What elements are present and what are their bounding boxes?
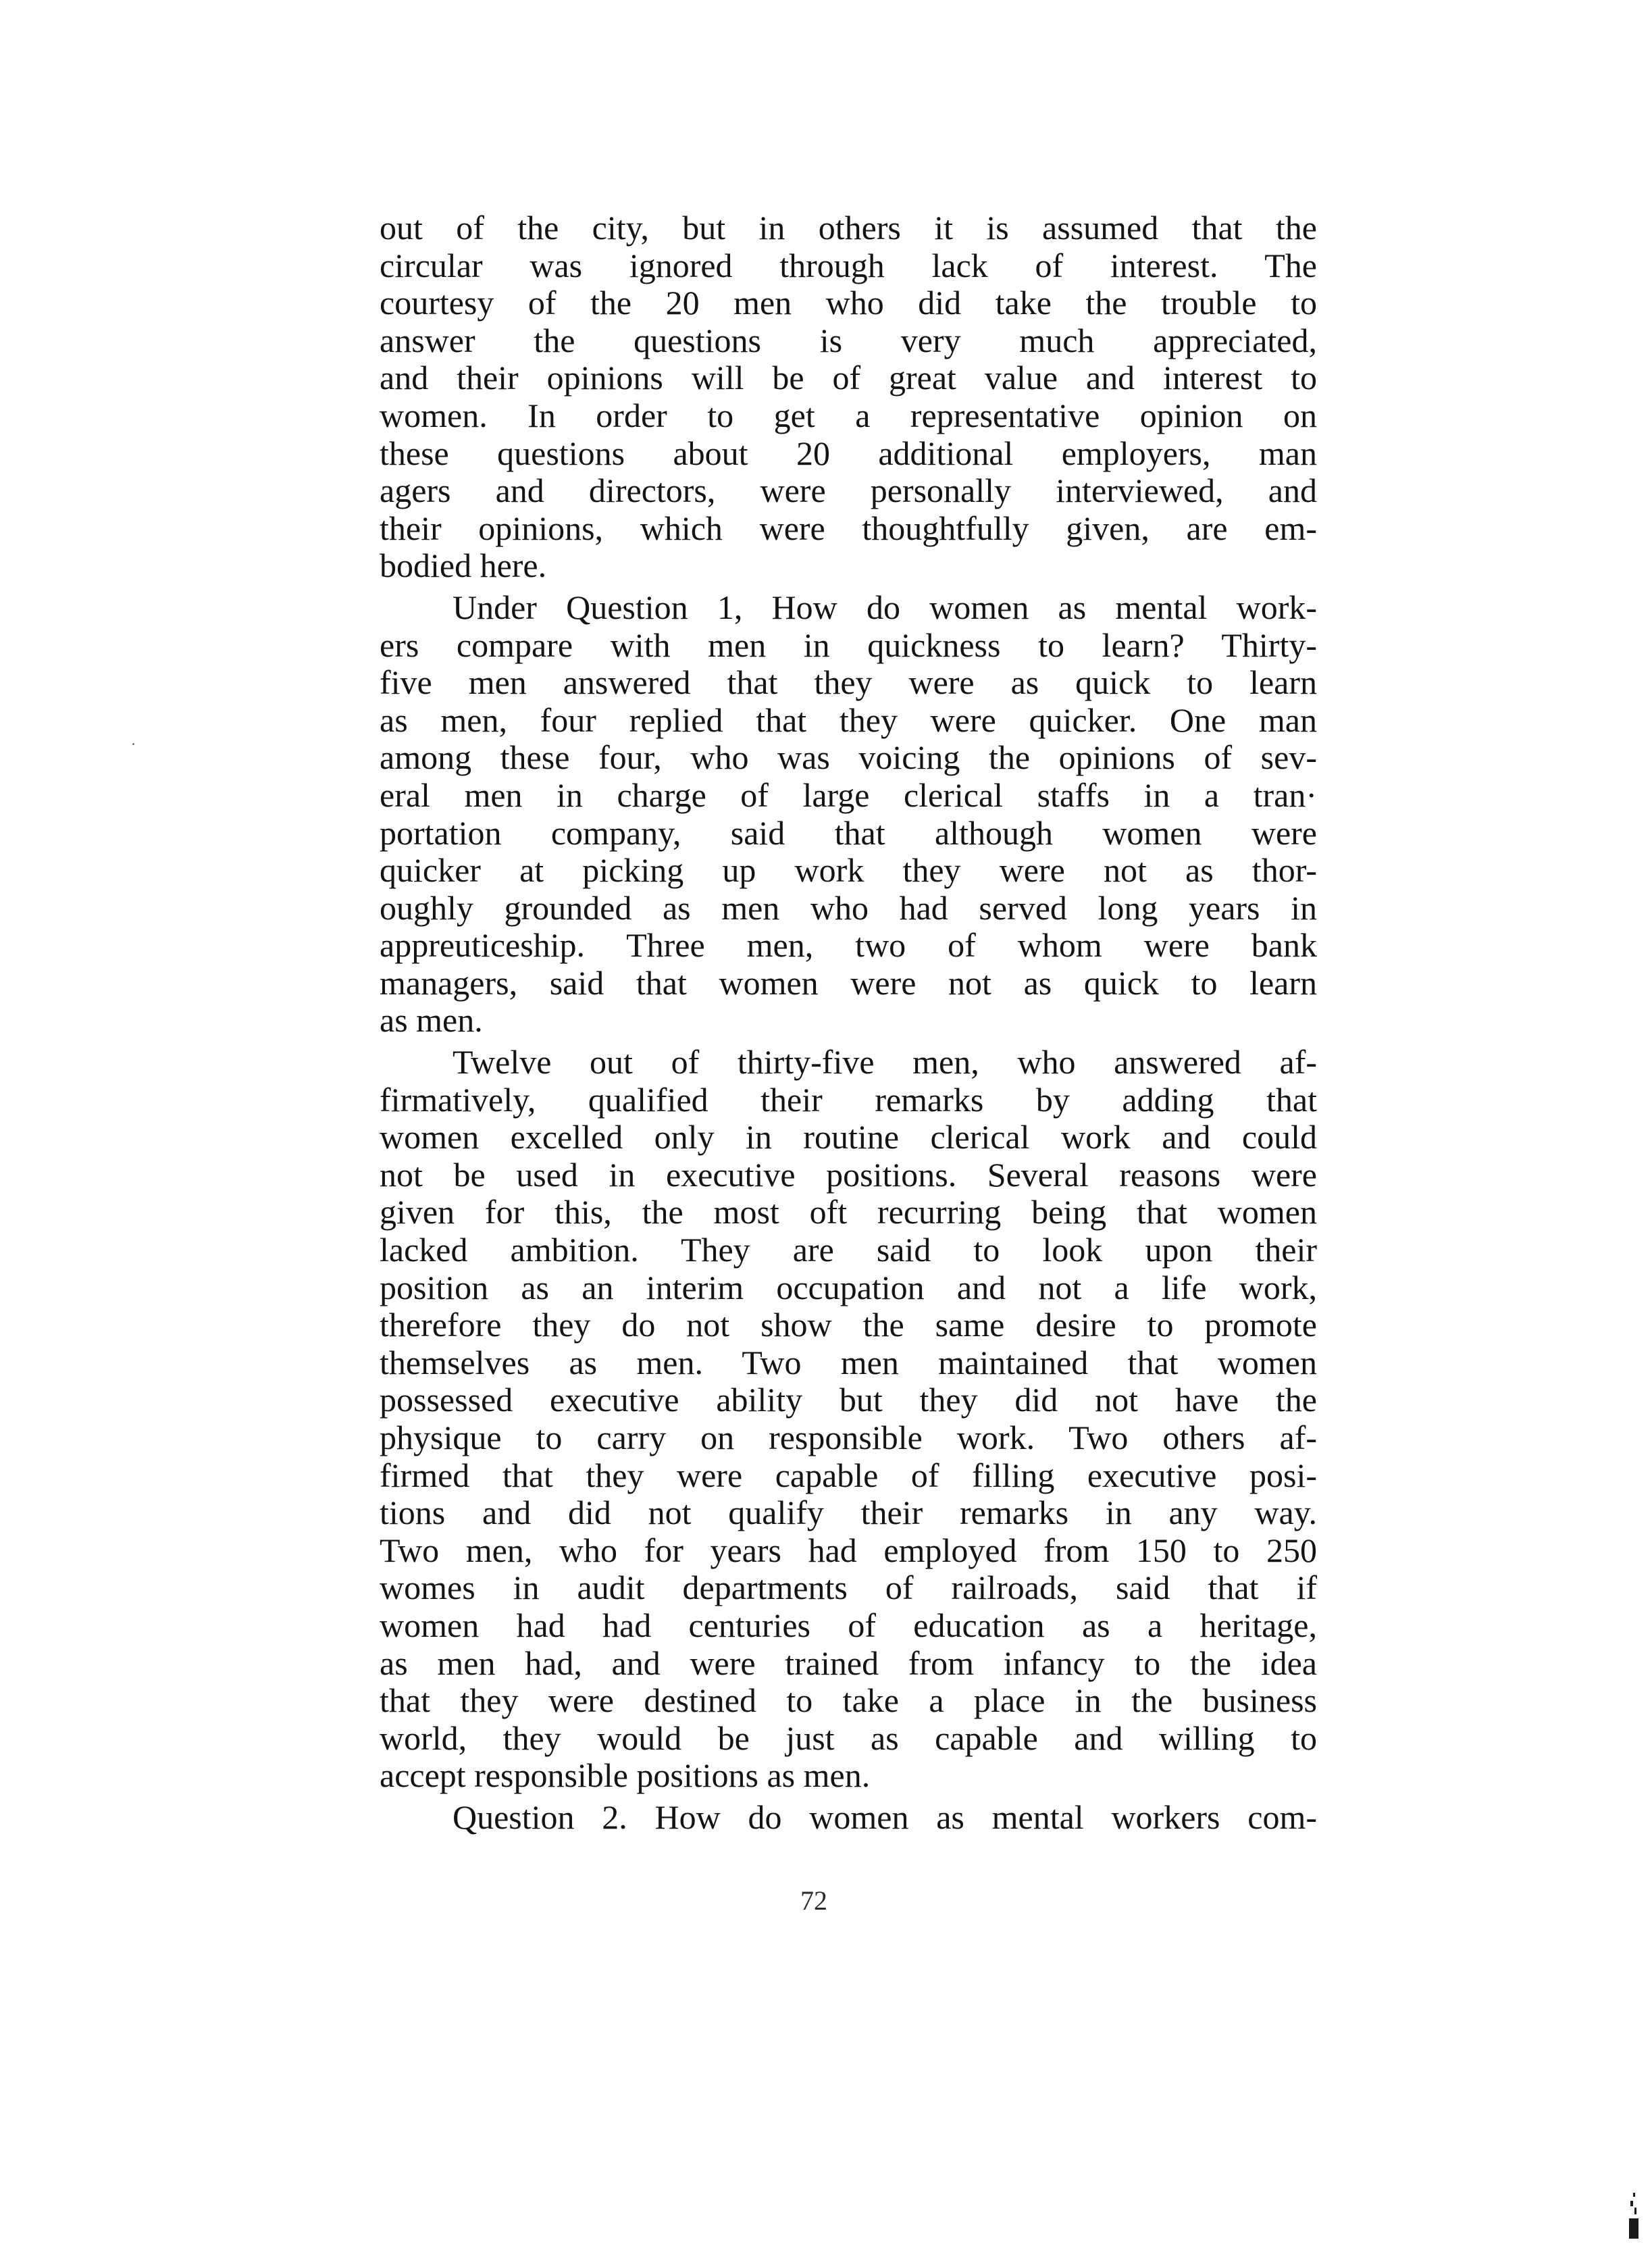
text-line: Twelve out of thirty-five men, who answered af- [453,1044,1317,1081]
body-text [380,209,1317,1837]
scan-artifact-icon [1628,2189,1641,2243]
text-line: position as an interim occupation and not a life work, [380,1269,1317,1306]
text-line: lacked ambition. They are said to look upon their [380,1231,1317,1269]
text-line: agers and directors, were personally interviewed, and [380,472,1317,510]
text-line: oughly grounded as men who had served long years in [380,889,1317,927]
text-line: accept responsible positions as men. [380,1757,871,1795]
text-line: as men. [380,1002,483,1040]
text-line: ers compare with men in quickness to learn? Thirty- [380,626,1317,664]
text-line: and their opinions will be of great value and interest to [380,359,1317,397]
text-line: these questions about 20 additional employers, man [380,434,1317,472]
text-line: women had had centuries of education as a heritage, [380,1606,1317,1644]
text-line: Under Question 1, How do women as mental work- [453,588,1317,626]
text-line: women excelled only in routine clerical work and could [380,1119,1317,1156]
page-number: 72 [800,1885,827,1916]
text-line: as men had, and were trained from infancy to the idea [380,1644,1317,1682]
text-line: women. In order to get a representative opinion on [380,397,1317,434]
text-line: courtesy of the 20 men who did take the trouble to [380,284,1317,322]
text-line: out of the city, but in others it is assumed that the [380,209,1317,247]
text-line: womes in audit departments of railroads, said that if [380,1569,1317,1607]
text-line: possessed executive ability but they did not have the [380,1381,1317,1419]
text-line: eral men in charge of large clerical staffs in a tran· [380,776,1317,814]
text-line: that they were destined to take a place in the business [380,1682,1317,1720]
text-line: their opinions, which were thoughtfully given, are em- [380,509,1317,547]
text-line: as men, four replied that they were quicker. One man [380,701,1317,739]
text-line: themselves as men. Two men maintained that women [380,1344,1317,1381]
text-line: physique to carry on responsible work. Two others af- [380,1419,1317,1456]
text-line: quicker at picking up work they were not as thor- [380,852,1317,890]
text-line: not be used in executive positions. Several reasons were [380,1156,1317,1194]
text-line: five men answered that they were as quick to learn [380,664,1317,702]
text-line: circular was ignored through lack of interest. The [380,247,1317,284]
text-line: among these four, who was voicing the opinions of sev- [380,739,1317,777]
text-line: Question 2. How do women as mental workers com- [453,1798,1317,1836]
text-line: firmed that they were capable of filling executive posi- [380,1456,1317,1494]
scan-speck [132,743,134,745]
text-line: answer the questions is very much appreciated, [380,322,1317,359]
text-line: managers, said that women were not as quick to learn [380,964,1317,1002]
text-line: appreuticeship. Three men, two of whom were bank [380,927,1317,965]
text-line: firmatively, qualified their remarks by adding that [380,1081,1317,1119]
text-line: tions and did not qualify their remarks in any way. [380,1494,1317,1532]
text-line: therefore they do not show the same desire to promote [380,1306,1317,1344]
text-line: given for this, the most oft recurring being that women [380,1194,1317,1231]
text-line: world, they would be just as capable and willing to [380,1719,1317,1757]
text-line: Two men, who for years had employed from 150 to 250 [380,1531,1317,1569]
text-line: portation company, said that although women were [380,814,1317,852]
text-line: bodied here. [380,547,547,585]
